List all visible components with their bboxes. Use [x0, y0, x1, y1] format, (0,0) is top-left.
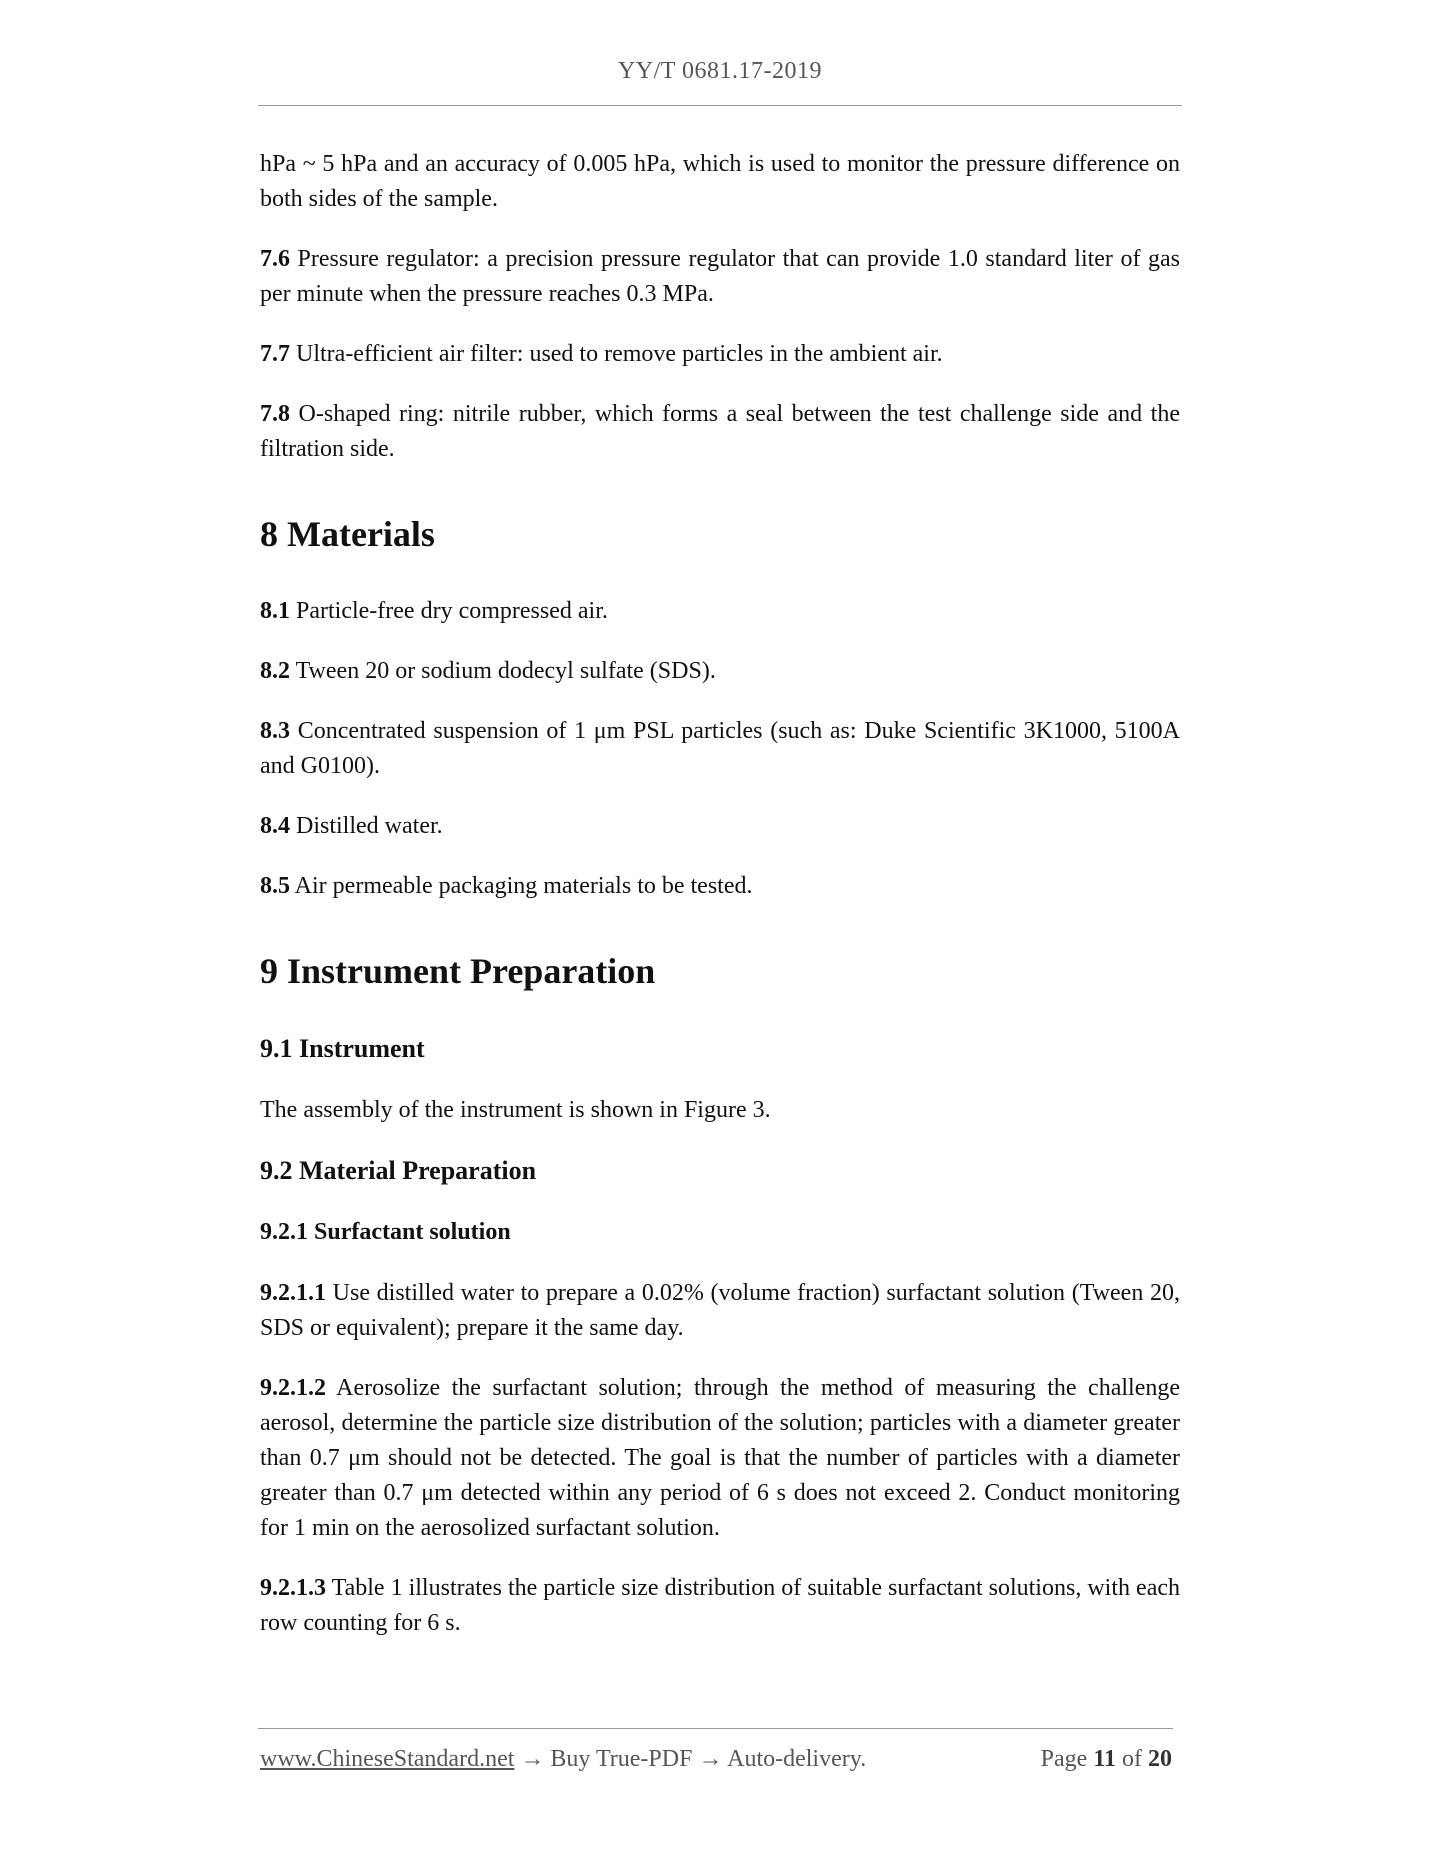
paragraph-8-1: [260, 594, 1180, 629]
paragraph-text: Aerosolize the surfactant solution; through the method of measuring the challenge aerosol, determine the particle size distribution of the solution; particles with a diameter greater than 0.7 μm should not be detected. The goal is that the number of particles with a diameter greater than 0.7 μm detected within any period of 6 s does not exceed 2. Conduct monitoring for 1 min on the aerosolized surfactant solution.: [260, 1375, 1180, 1541]
paragraph-text: hPa ~ 5 hPa and an accuracy of 0.005 hPa, which is used to monitor the pressure difference on both sides of the sample.: [260, 151, 1180, 212]
clause-number: 8.4: [260, 813, 290, 839]
subsubsection-heading-surfactant-solution: 9.2.1 Surfactant solution: [260, 1219, 511, 1245]
page-header-doc-id: YY/T 0681.17-2019: [617, 58, 823, 84]
paragraph-pressure-gauge-cont: [260, 147, 1180, 217]
paragraph-text: Table 1 illustrates the particle size distribution of suitable surfactant solutions, with each row counting for 6 s.: [260, 1575, 1180, 1636]
page-label: Page: [1040, 1746, 1094, 1772]
paragraph-7-7: [260, 337, 1180, 372]
clause-number: 7.8: [260, 401, 290, 427]
paragraph-7-8: [260, 397, 1180, 467]
paragraph-figure-3-reference: [260, 1093, 1180, 1128]
chinesestandard-link[interactable]: www.ChineseStandard.net: [260, 1746, 515, 1772]
page-of-label: of: [1116, 1746, 1148, 1772]
footer-promo-text: → Buy True-PDF → Auto-delivery.: [514, 1746, 867, 1772]
paragraph-text: Concentrated suspension of 1 μm PSL particles (such as: Duke Scientific 3K1000, 5100A and G0100).: [260, 718, 1180, 779]
paragraph-7-6: [260, 242, 1180, 312]
footer-divider: [258, 1728, 1173, 1729]
paragraph-text: Use distilled water to prepare a 0.02% (volume fraction) surfactant solution (Tween 20, SDS or equivalent); prepare it the same day.: [260, 1280, 1180, 1341]
subsection-heading-material-preparation: 9.2 Material Preparation: [260, 1156, 537, 1185]
page-number-indicator: [1041, 1746, 1172, 1773]
section-heading-materials: 8 Materials: [260, 514, 435, 554]
paragraph-text: Air permeable packaging materials to be tested.: [290, 873, 753, 899]
paragraph-text: Ultra-efficient air filter: used to remove particles in the ambient air.: [290, 341, 943, 367]
clause-number: 7.7: [260, 341, 290, 367]
clause-number: 9.2.1.3: [260, 1575, 326, 1601]
paragraph-8-4: [260, 809, 1180, 844]
clause-number: 8.5: [260, 873, 290, 899]
document-body: [260, 147, 1180, 1666]
clause-number: 8.1: [260, 598, 290, 624]
page-total: 20: [1148, 1746, 1172, 1772]
paragraph-text: O-shaped ring: nitrile rubber, which forms a seal between the test challenge side and the filtration side.: [260, 401, 1180, 462]
subsection-heading-instrument: 9.1 Instrument: [260, 1034, 425, 1063]
paragraph-text: Tween 20 or sodium dodecyl sulfate (SDS).: [290, 658, 716, 684]
paragraph-text: Pressure regulator: a precision pressure regulator that can provide 1.0 standard liter of gas per minute when the pressure reaches 0.3 MPa.: [260, 246, 1180, 307]
paragraph-9-2-1-2: [260, 1371, 1180, 1546]
paragraph-9-2-1-1: [260, 1276, 1180, 1346]
paragraph-text: Distilled water.: [290, 813, 443, 839]
clause-number: 9.2.1.2: [260, 1375, 326, 1401]
paragraph-8-5: [260, 869, 1180, 904]
paragraph-8-3: [260, 714, 1180, 784]
paragraph-8-2: [260, 654, 1180, 689]
section-heading-instrument-preparation: 9 Instrument Preparation: [260, 951, 656, 991]
paragraph-text: Particle-free dry compressed air.: [290, 598, 608, 624]
clause-number: 7.6: [260, 246, 290, 272]
footer-promo: [260, 1746, 866, 1773]
clause-number: 8.3: [260, 718, 290, 744]
paragraph-9-2-1-3: [260, 1571, 1180, 1641]
clause-number: 8.2: [260, 658, 290, 684]
page-footer: [260, 1746, 1172, 1773]
clause-number: 9.2.1.1: [260, 1280, 326, 1306]
paragraph-text: The assembly of the instrument is shown in Figure 3.: [260, 1097, 771, 1123]
header-divider: [258, 105, 1182, 106]
page-current: 11: [1093, 1746, 1116, 1772]
